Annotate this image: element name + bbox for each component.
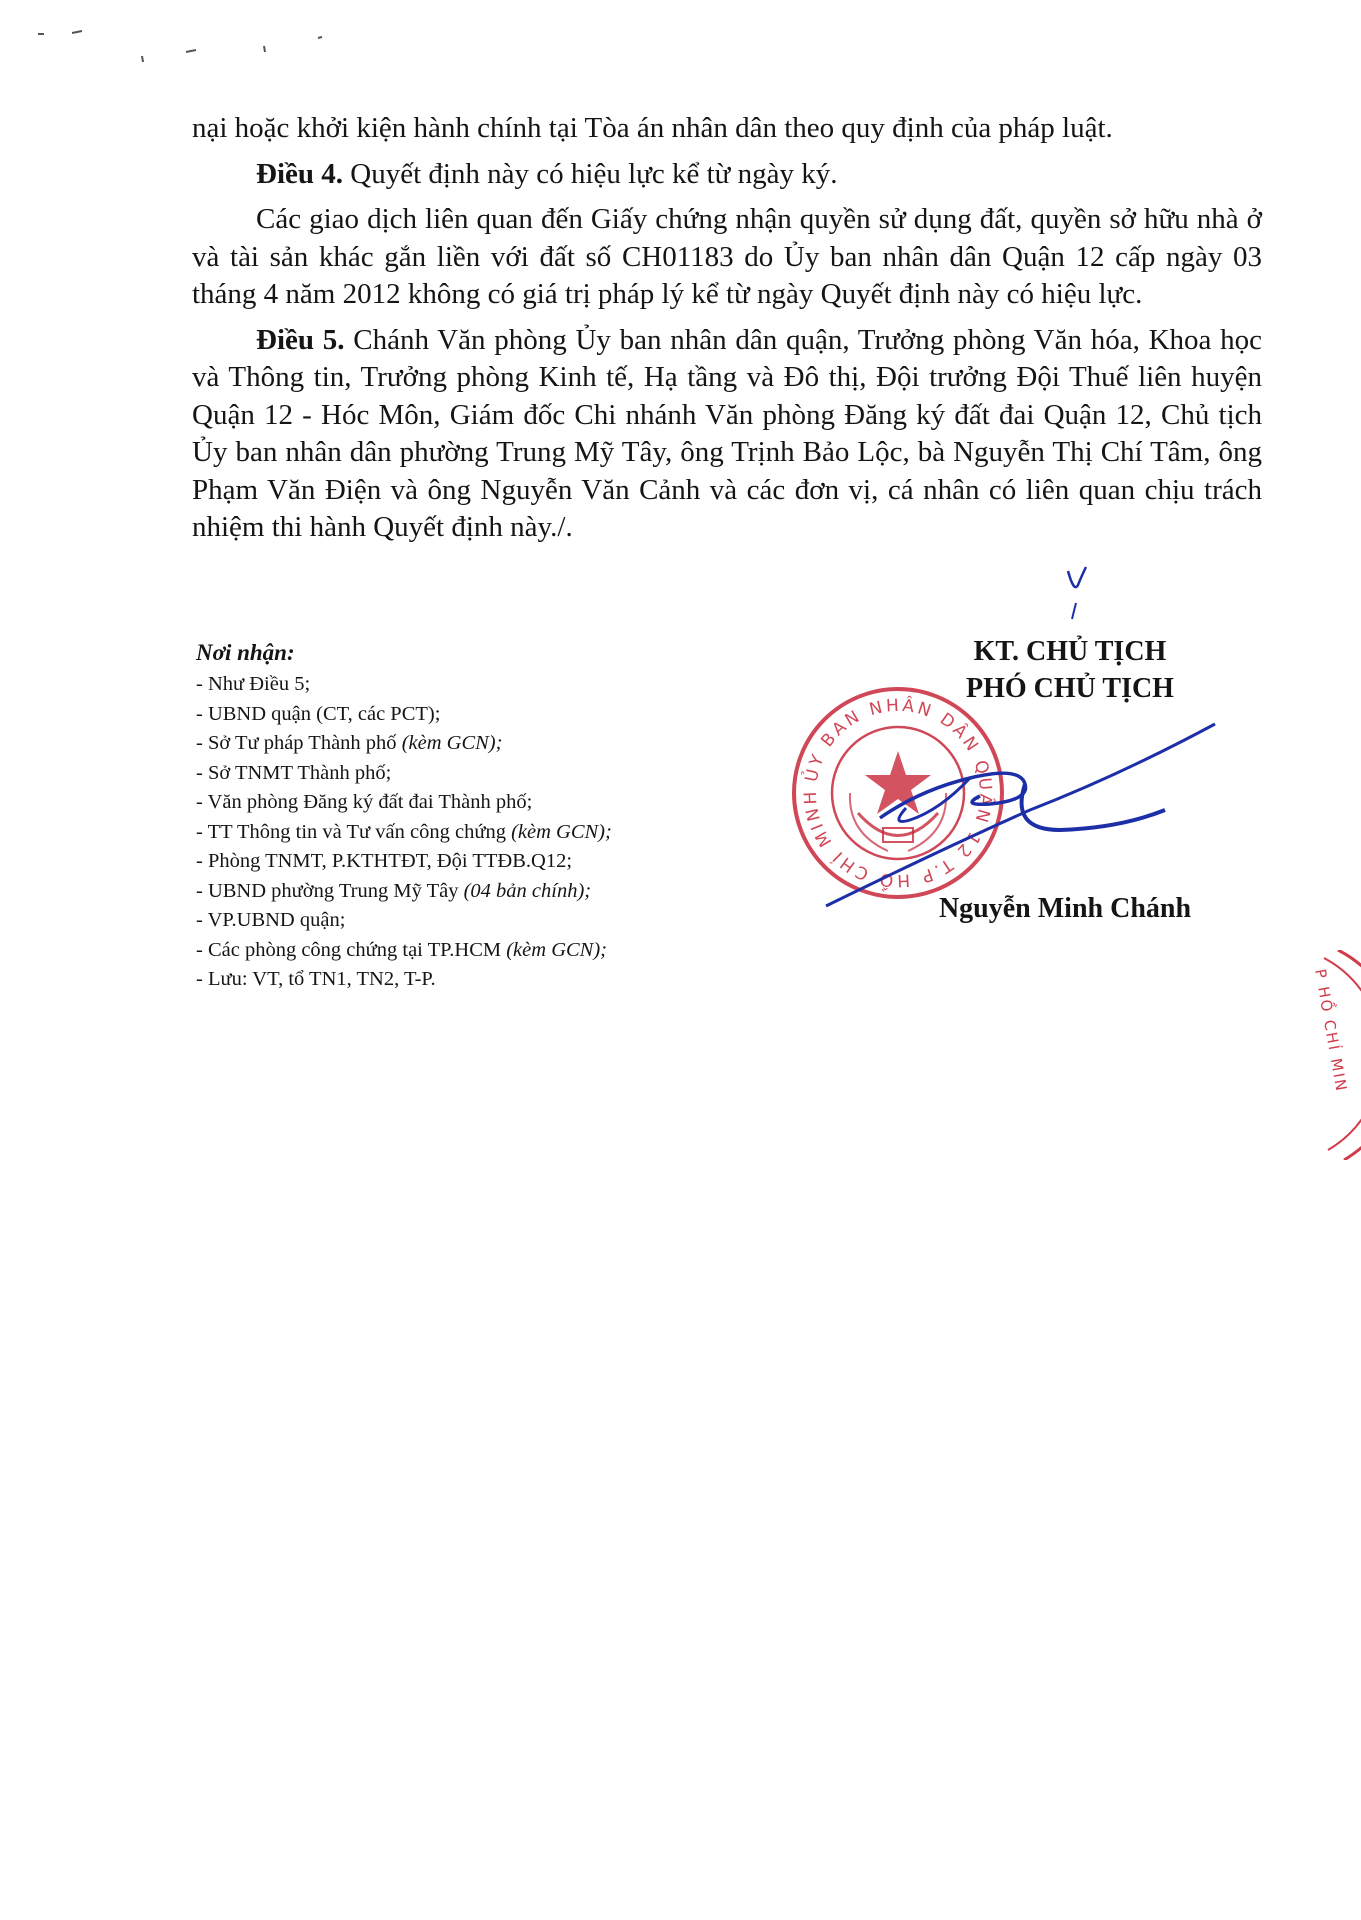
recipient-text: - VP.UBND quận;	[196, 909, 346, 931]
recipients-title: Nơi nhận:	[196, 640, 295, 665]
recipient-text: - Như Điều 5;	[196, 673, 311, 695]
recipient-line	[196, 700, 756, 730]
recipient-note: (kèm GCN);	[506, 938, 607, 961]
recipient-line	[196, 670, 756, 700]
paragraph-transactions: Các giao dịch liên quan đến Giấy chứng nhận quyền sử dụng đất, quyền sở hữu nhà ở và tài sản khác gắn liền với đất số CH01183 do Ủy ban nhân dân Quận 12 cấp ngày 03 tháng 4 năm 2012 không có giá trị pháp lý kể từ ngày Quyết định này có hiệu lực.	[192, 203, 1262, 310]
margin-seal-fragment	[1270, 950, 1361, 1160]
signer-title-2: PHÓ CHỦ TỊCH	[966, 673, 1174, 704]
scan-artifacts	[0, 0, 340, 70]
signer-title-1: KT. CHỦ TỊCH	[973, 636, 1167, 667]
svg-text:P HỒ CHÍ MIN: P HỒ CHÍ MIN	[1311, 967, 1351, 1094]
paragraph-continuation: nại hoặc khởi kiện hành chính tại Tòa án nhân dân theo quy định của pháp luật.	[192, 112, 1113, 144]
recipient-text: - Phòng TNMT, P.KTHTĐT, Đội TTĐB.Q12;	[196, 850, 573, 872]
recipient-text: - Sở TNMT Thành phố;	[196, 761, 392, 784]
recipient-text: - UBND quận (CT, các PCT);	[196, 702, 441, 725]
recipient-line	[196, 818, 756, 848]
recipient-line	[196, 936, 756, 966]
handwritten-signature	[820, 700, 1240, 920]
recipient-text: - Lưu: VT, tổ TN1, TN2, T-P.	[196, 968, 436, 990]
recipient-line	[196, 965, 756, 995]
decision-body	[192, 110, 1262, 555]
recipient-text: - Văn phòng Đăng ký đất đai Thành phố;	[196, 791, 533, 813]
recipient-text: - TT Thông tin và Tư vấn công chứng	[196, 820, 512, 843]
recipient-line	[196, 729, 756, 759]
recipient-line	[196, 847, 756, 877]
initial-mark	[1054, 563, 1094, 623]
recipient-line	[196, 759, 756, 789]
article-4	[192, 156, 1262, 194]
article-5-label: Điều 5.	[256, 323, 345, 356]
recipients-list	[196, 670, 756, 995]
recipient-note: (kèm GCN);	[511, 820, 612, 843]
recipients-block	[196, 638, 756, 995]
signer-name: Nguyễn Minh Chánh	[938, 893, 1192, 924]
recipient-text: - Các phòng công chứng tại TP.HCM	[196, 938, 507, 961]
recipient-note: (04 bản chính);	[463, 879, 592, 902]
svg-text:ỦY BAN NHÂN DÂN QUẬN 12 T.P HỒ: ỦY BAN NHÂN DÂN QUẬN 12 T.P HỒ CHÍ MINH	[800, 695, 996, 891]
recipient-note: (kèm GCN);	[401, 732, 503, 754]
recipient-line	[196, 788, 756, 818]
article-5	[192, 322, 1262, 547]
article-4-text: Quyết định này có hiệu lực kể từ ngày ký.	[343, 157, 838, 190]
recipient-text: - Sở Tư pháp Thành phố	[196, 732, 402, 754]
recipient-line	[196, 877, 756, 907]
recipient-line	[196, 906, 756, 936]
article-5-text: Chánh Văn phòng Ủy ban nhân dân quận, Trưởng phòng Văn hóa, Khoa học và Thông tin, Trưởng phòng Kinh tế, Hạ tầng và Đô thị, Đội trưởng Đội Thuế liên huyện Quận 12 - Hóc Môn, Giám đốc Chi nhánh Văn phòng Đăng ký đất đai Quận 12, Chủ tịch Ủy ban nhân dân phường Trung Mỹ Tây, ông Trịnh Bảo Lộc, bà Nguyễn Thị Chí Tâm, ông Phạm Văn Điện và ông Nguyễn Văn Cảnh và các đơn vị, cá nhân có liên quan chịu trách nhiệm thi hành Quyết định này./.	[192, 323, 1263, 543]
article-4-label: Điều 4.	[256, 157, 343, 190]
recipient-text: - UBND phường Trung Mỹ Tây	[196, 879, 464, 902]
